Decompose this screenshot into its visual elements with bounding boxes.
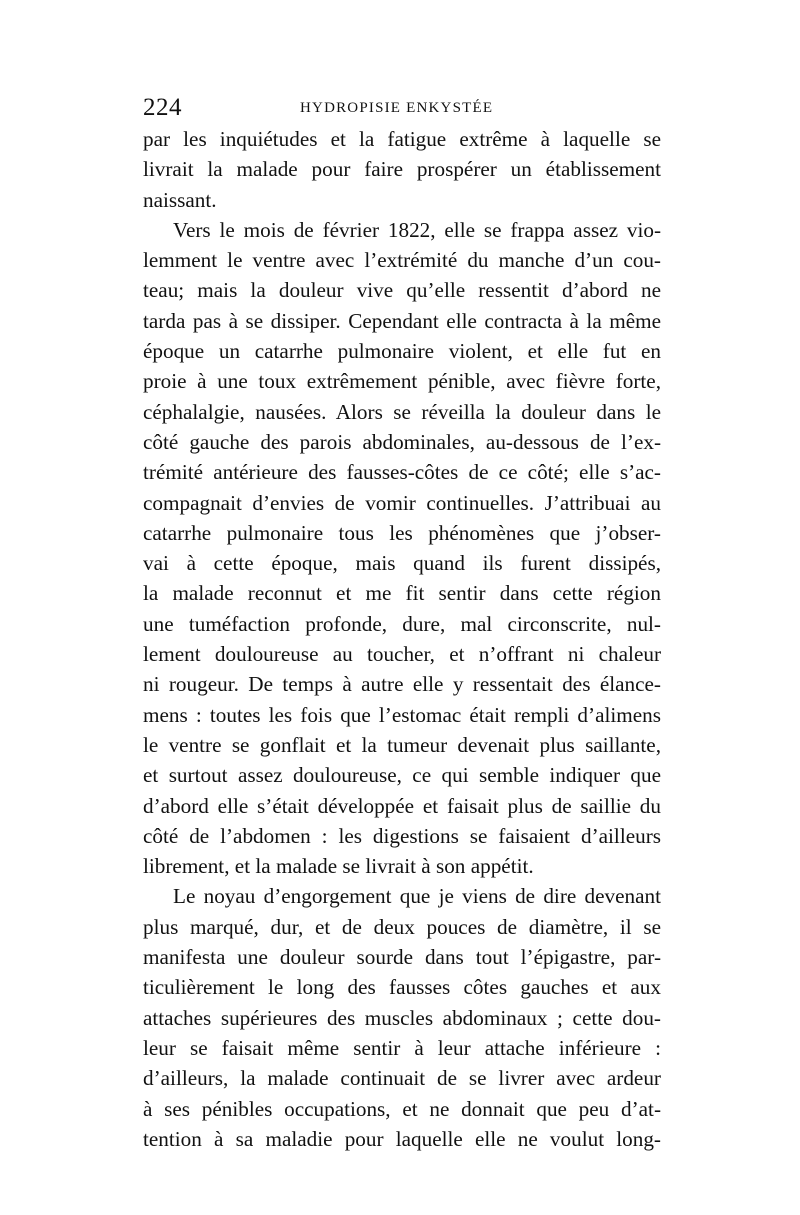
text-line: tarda pas à se dissiper. Cependant elle contracta à la même [143, 308, 661, 333]
text-line: livrait la malade pour faire prospérer un établissement [143, 157, 661, 182]
text-line: côté de l’abdomen : les digestions se faisaient d’ailleurs [143, 823, 661, 848]
text-line: à ses pénibles occupations, et ne donnait que peu d’at- [143, 1096, 661, 1121]
running-title: HYDROPISIE ENKYSTÉE [300, 100, 494, 116]
text-line: plus marqué, dur, et de deux pouces de diamètre, il se [143, 914, 661, 939]
text-line: naissant. [143, 187, 217, 212]
text-line: catarrhe pulmonaire tous les phénomènes que j’obser- [143, 520, 661, 545]
text-line: céphalalgie, nausées. Alors se réveilla la douleur dans le [143, 399, 661, 424]
text-line: lemment le ventre avec l’extrémité du manche d’un cou- [143, 248, 661, 273]
text-line: le ventre se gonflait et la tumeur devenait plus saillante, [143, 732, 661, 757]
text-line: trémité antérieure des fausses-côtes de ce côté; elle s’ac- [143, 460, 661, 485]
body-text [143, 124, 661, 1154]
running-head [143, 94, 669, 122]
text-line: vai à cette époque, mais quand ils furent dissipés, [143, 551, 661, 576]
text-line: lement douloureuse au toucher, et n’offrant ni chaleur [143, 642, 661, 667]
text-line: teau; mais la douleur vive qu’elle ressentit d’abord ne [143, 278, 661, 303]
text-line: mens : toutes les fois que l’estomac était rempli d’alimens [143, 702, 661, 727]
text-line: librement, et la malade se livrait à son appétit. [143, 854, 534, 879]
text-line: proie à une toux extrêmement pénible, avec fièvre forte, [143, 369, 661, 394]
page-number: 224 [143, 94, 182, 121]
text-line: tention à sa maladie pour laquelle elle ne voulut long- [143, 1126, 661, 1151]
text-line: époque un catarrhe pulmonaire violent, et elle fut en [143, 339, 661, 364]
text-line: Le noyau d’engorgement que je viens de dire devenant [173, 884, 661, 909]
text-line: et surtout assez douloureuse, ce qui semble indiquer que [143, 763, 661, 788]
text-line: manifesta une douleur sourde dans tout l’épigastre, par- [143, 945, 661, 970]
text-line: compagnait d’envies de vomir continuelles. J’attribuai au [143, 490, 661, 515]
text-line: la malade reconnut et me fit sentir dans cette région [143, 581, 661, 606]
text-line: attaches supérieures des muscles abdominaux ; cette dou- [143, 1005, 661, 1030]
text-line: d’ailleurs, la malade continuait de se livrer avec ardeur [143, 1066, 661, 1091]
text-line: ni rougeur. De temps à autre elle y ressentait des élance- [143, 672, 661, 697]
text-line: une tuméfaction profonde, dure, mal circonscrite, nul- [143, 611, 661, 636]
text-line: d’abord elle s’était développée et faisait plus de saillie du [143, 793, 661, 818]
text-line: ticulièrement le long des fausses côtes gauches et aux [143, 975, 661, 1000]
text-line: côté gauche des parois abdominales, au-dessous de l’ex- [143, 429, 661, 454]
text-line: par les inquiétudes et la fatigue extrême à laquelle se [143, 127, 661, 151]
text-line: Vers le mois de février 1822, elle se frappa assez vio- [173, 217, 661, 242]
text-line: leur se faisait même sentir à leur attache inférieure : [143, 1035, 661, 1060]
